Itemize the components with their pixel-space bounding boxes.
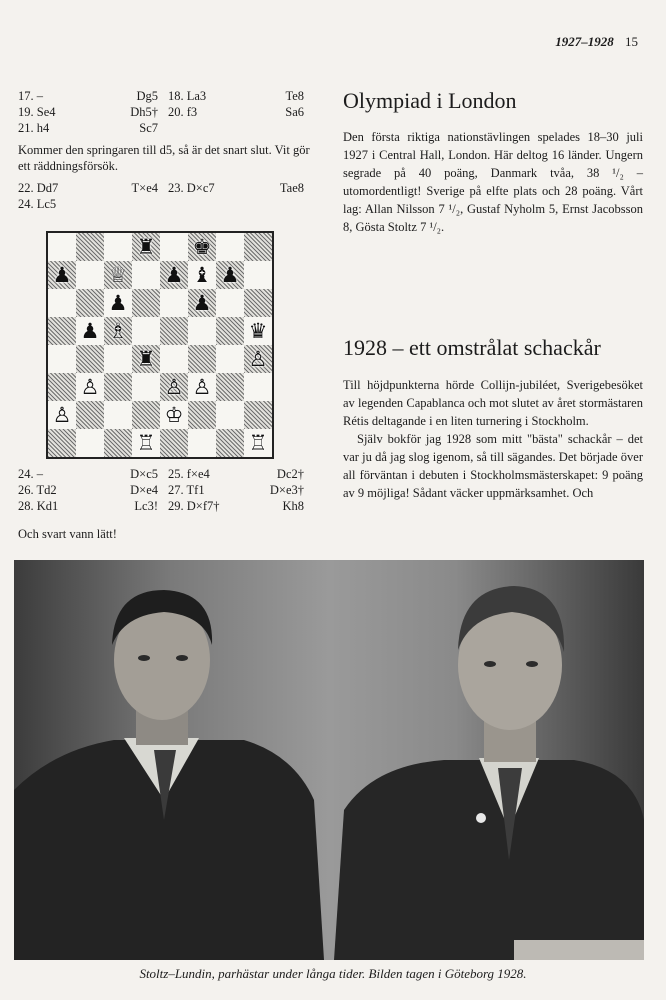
board-square <box>76 261 104 289</box>
move-pair <box>168 180 314 196</box>
table-edge <box>514 940 644 960</box>
board-square <box>188 233 216 261</box>
board-square <box>76 401 104 429</box>
left-column <box>18 88 314 212</box>
right-column <box>343 88 643 500</box>
move-number: 24. Lc5 <box>18 197 57 211</box>
move-pair <box>18 120 168 136</box>
chess-piece-icon: ♟ <box>164 262 184 287</box>
board-square <box>104 373 132 401</box>
board-square <box>76 345 104 373</box>
board-square <box>132 233 160 261</box>
moves-block-2 <box>18 180 314 212</box>
move-reply: Dg5 <box>136 89 158 103</box>
chess-piece-icon: ♗ <box>108 318 128 343</box>
move-number: 27. Tf1 <box>168 483 205 497</box>
board-square <box>104 233 132 261</box>
board-square <box>160 317 188 345</box>
board-square <box>160 429 188 457</box>
board-square <box>48 261 76 289</box>
board-square <box>216 317 244 345</box>
move-number: 23. D×c7 <box>168 181 215 195</box>
person-right <box>334 586 644 960</box>
board-square <box>76 289 104 317</box>
chess-piece-icon: ♟ <box>80 318 100 343</box>
chess-piece-icon: ♝ <box>192 262 212 287</box>
endnote: Och svart vann lätt! <box>18 527 117 541</box>
board-square <box>216 401 244 429</box>
move-number: 28. Kd1 <box>18 499 59 513</box>
board-square <box>104 429 132 457</box>
move-number: 24. – <box>18 467 43 481</box>
move-pair <box>18 88 168 104</box>
running-header <box>555 34 638 50</box>
move-pair <box>168 466 314 482</box>
move-number: 17. – <box>18 89 43 103</box>
board-square <box>244 289 272 317</box>
board-square <box>188 317 216 345</box>
move-number: 18. La3 <box>168 89 207 103</box>
board-square <box>104 317 132 345</box>
chess-piece-icon: ♙ <box>80 374 100 399</box>
board-square <box>244 373 272 401</box>
board-square <box>160 373 188 401</box>
move-pair <box>18 482 168 498</box>
board-square <box>104 345 132 373</box>
move-number: 22. Dd7 <box>18 181 59 195</box>
header-years: 1927–1928 <box>555 34 614 49</box>
move-pair <box>168 120 314 136</box>
left-column-lower <box>18 466 314 542</box>
move-reply: Kh8 <box>282 499 304 513</box>
chess-piece-icon: ♛ <box>248 318 268 343</box>
board-square <box>160 289 188 317</box>
board-square <box>216 429 244 457</box>
board-square <box>216 261 244 289</box>
board-square <box>48 429 76 457</box>
move-pair <box>168 88 314 104</box>
board-square <box>188 401 216 429</box>
move-reply: Sa6 <box>285 105 304 119</box>
board-square <box>48 401 76 429</box>
board-square <box>104 261 132 289</box>
move-reply: Te8 <box>285 89 304 103</box>
board-square <box>132 429 160 457</box>
chess-piece-icon: ♖ <box>136 430 156 455</box>
section-text-1928-p1: Till höjdpunkterna hörde Collijn-jubiléet, Sverigebesöket av legenden Capablanca och mot slutet av året stormästaren Rétis deltagande i en liten turnering i Stockholm. <box>343 378 643 428</box>
board-square <box>188 429 216 457</box>
move-pair <box>168 104 314 120</box>
move-pair <box>18 466 168 482</box>
move-pair <box>168 196 314 212</box>
board-square <box>132 261 160 289</box>
board-square <box>216 233 244 261</box>
move-pair <box>18 180 168 196</box>
board-square <box>48 373 76 401</box>
move-pair <box>18 196 168 212</box>
board-square <box>48 345 76 373</box>
chess-piece-icon: ♜ <box>136 234 156 259</box>
board-square <box>244 317 272 345</box>
board-square <box>216 373 244 401</box>
section-text-1928-p2: Själv bokför jag 1928 som mitt "bästa" schackår – det var ju då jag slog igenom, så till sägandes. Det började över all förväntan i debuten i Stockholmsmästerskapet: 9 poäng av 9 möjliga! Sådant väcker uppmärksamhet. Och <box>343 432 643 500</box>
move-reply: T×e4 <box>131 181 158 195</box>
photo-illustration <box>14 560 644 960</box>
moves-block-3 <box>18 466 314 514</box>
board-square <box>76 233 104 261</box>
board-square <box>132 373 160 401</box>
move-pair <box>18 104 168 120</box>
board-square <box>104 401 132 429</box>
board-square <box>160 261 188 289</box>
board-square <box>244 345 272 373</box>
board-square <box>188 345 216 373</box>
board-square <box>244 429 272 457</box>
chess-piece-icon: ♔ <box>164 402 184 427</box>
chess-piece-icon: ♟ <box>192 290 212 315</box>
board-grid <box>48 233 272 457</box>
board-square <box>216 345 244 373</box>
board-square <box>132 289 160 317</box>
move-pair <box>18 498 168 514</box>
chess-piece-icon: ♙ <box>164 374 184 399</box>
board-square <box>160 345 188 373</box>
move-number: 21. h4 <box>18 121 50 135</box>
board-square <box>244 233 272 261</box>
board-square <box>216 289 244 317</box>
board-square <box>188 289 216 317</box>
chess-piece-icon: ♟ <box>52 262 72 287</box>
move-reply: Dh5† <box>130 105 158 119</box>
move-pair <box>168 482 314 498</box>
chess-piece-icon: ♟ <box>108 290 128 315</box>
move-number: 29. D×f7† <box>168 499 220 513</box>
board-square <box>48 233 76 261</box>
chess-piece-icon: ♙ <box>248 346 268 371</box>
chess-piece-icon: ♕ <box>108 262 128 287</box>
chess-piece-icon: ♙ <box>52 402 72 427</box>
board-square <box>48 289 76 317</box>
board-square <box>132 345 160 373</box>
move-number: 25. f×e4 <box>168 467 210 481</box>
board-square <box>132 317 160 345</box>
photograph <box>14 560 644 960</box>
move-number: 26. Td2 <box>18 483 57 497</box>
section-title-olympiad: Olympiad i London <box>343 88 517 113</box>
board-square <box>160 401 188 429</box>
board-square <box>188 373 216 401</box>
chess-piece-icon: ♚ <box>192 234 212 259</box>
chess-piece-icon: ♙ <box>192 374 212 399</box>
board-square <box>104 289 132 317</box>
person-left <box>14 590 324 960</box>
move-reply: Dc2† <box>276 467 304 481</box>
move-pair <box>168 498 314 514</box>
board-square <box>160 233 188 261</box>
chess-piece-icon: ♖ <box>248 430 268 455</box>
chess-board <box>46 231 274 459</box>
move-reply: D×e4 <box>130 483 158 497</box>
photo-caption: Stoltz–Lundin, parhästar under långa tider. Bilden tagen i Göteborg 1928. <box>139 966 527 981</box>
moves-block-1 <box>18 88 314 136</box>
section-title-1928: 1928 – ett omstrålat schackår <box>343 335 601 360</box>
chess-piece-icon: ♟ <box>220 262 240 287</box>
move-reply: Sc7 <box>139 121 158 135</box>
section-text-1928 <box>343 376 643 502</box>
section-text-olympiad: Den första riktiga nationstävlingen spelades 18–30 juli 1927 i Central Hall, London. Här deltog 16 länder. Ungern segrade på 40 poäng, Danmark tvåa, 38 ¹/₂ – utomordentligt! Sverige på elfte plats och 28 poäng. Vårt lag: Allan Nilsson 7 ¹/₂, Gustaf Nyholm 5, Ernst Jacobsson 8, Gösta Stoltz 7 ¹/₂. <box>343 130 643 234</box>
board-square <box>76 429 104 457</box>
board-square <box>244 261 272 289</box>
page-number: 15 <box>625 34 638 49</box>
move-reply: D×e3† <box>269 483 304 497</box>
board-square <box>188 261 216 289</box>
board-square <box>48 317 76 345</box>
move-number: 20. f3 <box>168 105 198 119</box>
move-reply: Lc3! <box>134 499 158 513</box>
move-reply: D×c5 <box>130 467 158 481</box>
board-square <box>132 401 160 429</box>
board-square <box>244 401 272 429</box>
comment-1: Kommer den springaren till d5, så är det snart slut. Vit gör ett räddningsförsök. <box>18 143 310 173</box>
board-square <box>76 373 104 401</box>
move-reply: Tae8 <box>279 181 304 195</box>
board-square <box>76 317 104 345</box>
chess-piece-icon: ♜ <box>136 346 156 371</box>
move-number: 19. Se4 <box>18 105 56 119</box>
